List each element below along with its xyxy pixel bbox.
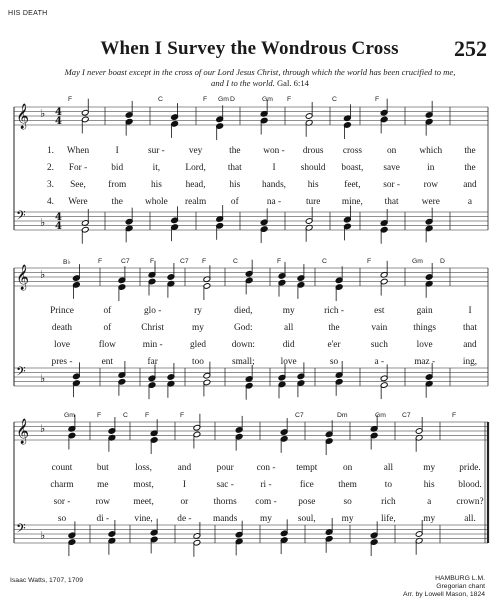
lyric-syllable: I [182, 480, 186, 490]
lyric-syllable: me [97, 480, 109, 490]
lyric-syllable: sur - [147, 146, 165, 156]
lyric-syllable: crown? [456, 497, 484, 507]
tune-name: HAMBURG L.M. [435, 575, 485, 582]
lyric-syllable: charm [50, 480, 74, 490]
lyric-syllable: that [227, 163, 242, 173]
epigraph-reference: Gal. 6:14 [276, 78, 309, 88]
lyric-syllable: pres - [51, 357, 73, 367]
lyric-syllable: the [328, 323, 340, 333]
hymn-number: 252 [454, 36, 487, 61]
treble-staff [14, 103, 488, 129]
lyric-syllable: For - [68, 163, 88, 173]
lyric-syllable: ri - [260, 480, 272, 490]
lyric-syllable: his [307, 180, 319, 190]
treble-clef-icon: 𝄞 [16, 265, 30, 290]
lyric-syllable: glo - [144, 306, 162, 316]
bass-clef-icon: 𝄢 [16, 521, 26, 539]
lyric-syllable: pride. [459, 463, 481, 473]
chord-symbol: F [375, 96, 380, 103]
treble-clef-icon: 𝄞 [16, 104, 30, 129]
section-label: HIS DEATH [8, 10, 48, 17]
lyric-syllable: di - [96, 514, 110, 524]
chord-symbol: F [203, 96, 208, 103]
chord-symbol: Gm [412, 258, 423, 265]
lyric-syllable: gain [416, 306, 433, 316]
treble-clef-icon: 𝄞 [16, 419, 30, 444]
flat-key-signature-icon: ♭ [40, 107, 46, 120]
lyric-syllable: row [423, 180, 439, 190]
lyric-syllable: his [150, 180, 162, 190]
flat-key-signature-icon: ♭ [40, 268, 46, 281]
lyric-syllable: or [180, 497, 189, 507]
lyric-syllable: sac - [216, 480, 234, 490]
lyric-syllable: mands [213, 514, 238, 524]
lyric-syllable: but [96, 463, 109, 473]
lyric-syllable: See, [70, 180, 86, 190]
lyric-syllable: love [280, 357, 297, 367]
lyric-syllable: the [464, 163, 476, 173]
flat-key-signature-icon: ♭ [40, 422, 46, 435]
chord-symbol: F [287, 96, 292, 103]
lyric-syllable: from [108, 180, 127, 190]
lyric-syllable: won - [263, 146, 285, 156]
lyric-syllable: vain [371, 323, 388, 333]
lyric-syllable: When [66, 146, 90, 156]
verse-number: 4. [47, 197, 54, 207]
lyric-syllable: on [342, 463, 353, 473]
chord-symbol: F [277, 258, 282, 265]
lyric-syllable: I [468, 306, 472, 316]
lyric-syllable: count [51, 463, 73, 473]
lyric-syllable: of [103, 306, 112, 316]
lyric-syllable: all [284, 323, 294, 333]
lyric-syllable: sor - [383, 180, 400, 190]
epigraph-text: May I never boast except in the cross of our Lord Jesus Christ, through which the world has been crucified to me, and I to the world. [64, 67, 456, 88]
lyric-syllable: vine, [134, 514, 153, 524]
lyric-syllable: death [51, 323, 73, 333]
chord-symbol: D [230, 96, 235, 103]
lyric-syllable: which [419, 146, 443, 156]
lyric-syllable: down: [231, 340, 255, 350]
chord-symbol: C [158, 96, 163, 103]
lyric-syllable: cross [342, 146, 362, 156]
lyric-syllable: such [370, 340, 388, 350]
lyric-syllable: ent [101, 357, 114, 367]
lyric-syllable: ing, [462, 357, 478, 367]
lyric-syllable: de - [177, 514, 192, 524]
lyric-syllable: Prince [50, 306, 74, 316]
system-3 [14, 414, 488, 557]
lyric-syllable: the [229, 146, 241, 156]
chord-symbol: F [68, 96, 73, 103]
lyric-syllable: things [413, 323, 437, 333]
lyric-syllable: and [463, 180, 477, 190]
lyric-syllable: his [229, 180, 241, 190]
lyric-syllable: and [177, 463, 192, 473]
lyric-syllable: drous [302, 146, 324, 156]
lyric-syllable: loss, [135, 463, 152, 473]
lyric-syllable: on [386, 146, 397, 156]
lyric-syllable: of [230, 197, 239, 207]
verse-number: 2. [47, 163, 54, 173]
chord-symbol: Gm [64, 412, 75, 419]
lyric-syllable: I [272, 163, 276, 173]
chord-symbol: F [180, 412, 185, 419]
lyric-syllable: feet, [344, 180, 361, 190]
lyric-syllable: soul, [297, 514, 316, 524]
lyric-syllable: mine, [341, 197, 363, 207]
lyric-syllable: my [192, 323, 204, 333]
lyric-syllable: head, [185, 180, 206, 190]
lyric-syllable: realm [185, 197, 207, 207]
lyric-syllable: est [374, 306, 385, 316]
bass-staff [14, 364, 488, 386]
lyric-syllable: a - [374, 357, 385, 367]
tune-source: Gregorian chant [436, 583, 485, 590]
lyric-syllable: far [147, 357, 158, 367]
lyric-syllable: e'er [327, 340, 341, 350]
chord-symbol: F [202, 258, 207, 265]
time-signature: 4 [55, 116, 62, 127]
lyric-syllable: did [282, 340, 295, 350]
lyric-syllable: my [341, 514, 354, 524]
lyric-syllable: whole [145, 197, 168, 207]
lyric-syllable: flow [98, 340, 116, 350]
chord-symbol: F [145, 412, 150, 419]
lyric-syllable: a [427, 497, 432, 507]
lyric-syllable: were [421, 197, 440, 207]
lyric-syllable: that [463, 323, 477, 333]
lyric-syllable: Were [68, 197, 88, 207]
lyric-syllable: rich - [324, 306, 344, 316]
lyric-syllable: meet, [133, 497, 154, 507]
lyric-syllable: life, [381, 514, 396, 524]
lyric-syllable: com - [255, 497, 277, 507]
time-signature: 4 [55, 221, 62, 232]
chord-symbol: Dm [337, 412, 348, 419]
lyric-syllable: Christ [141, 323, 165, 333]
lyric-syllable: died, [234, 306, 253, 316]
lyric-syllable: rich [381, 497, 396, 507]
chord-symbol: F [98, 258, 103, 265]
lyric-syllable: ture [305, 197, 321, 207]
lyric-syllable: his [423, 480, 435, 490]
chord-symbol: B♭ [63, 259, 71, 266]
lyric-syllable: love [53, 340, 71, 350]
chord-symbol: Gm [218, 96, 229, 103]
bass-clef-icon: 𝄢 [16, 208, 26, 226]
lyric-syllable: the [464, 146, 476, 156]
lyric-syllable: I [115, 146, 119, 156]
lyric-syllable: love [416, 340, 433, 350]
lyric-syllable: all [383, 463, 394, 473]
chord-symbol: F [452, 412, 457, 419]
lyric-syllable: bid [111, 163, 124, 173]
lyric-syllable: my [260, 514, 272, 524]
lyric-syllable: tempt [296, 463, 318, 473]
hymn-title: When I Survey the Wondrous Cross [100, 38, 399, 59]
flat-key-signature-icon: ♭ [40, 529, 46, 542]
lyric-syllable: hands, [261, 180, 287, 190]
treble-staff [14, 264, 488, 290]
lyric-syllable: small; [231, 357, 255, 367]
lyric-syllable: my [282, 306, 295, 316]
flat-key-signature-icon: ♭ [40, 216, 46, 229]
lyric-syllable: ry [194, 306, 202, 316]
lyric-syllable: them [338, 480, 357, 490]
chord-symbol: C7 [402, 412, 411, 419]
lyric-syllable: the [111, 197, 123, 207]
lyric-syllable: boast, [341, 163, 364, 173]
lyric-syllable: row [95, 497, 111, 507]
lyric-syllable: my [423, 514, 436, 524]
lyric-syllable: most, [133, 480, 154, 490]
text-author: Isaac Watts, 1707, 1709 [10, 577, 84, 584]
verse-number: 3. [47, 180, 54, 190]
flat-key-signature-icon: ♭ [40, 372, 46, 385]
lyric-syllable: a [467, 197, 473, 207]
lyric-syllable: fice [299, 480, 314, 490]
lyric-syllable: sor - [53, 497, 71, 507]
lyric-syllable: Lord, [185, 163, 206, 173]
lyric-syllable: all. [464, 514, 476, 524]
chord-symbol: C7 [121, 258, 130, 265]
lyric-syllable: pose [298, 497, 316, 507]
arranger: Arr. by Lowell Mason, 1824 [403, 591, 485, 598]
chord-symbol: D [440, 258, 445, 265]
chord-symbol: F [150, 258, 155, 265]
lyric-syllable: vey [188, 146, 203, 156]
time-signature: 4 [55, 107, 62, 118]
lyric-syllable: con - [256, 463, 276, 473]
chord-symbol: F [367, 258, 372, 265]
lyric-syllable: pour [216, 463, 234, 473]
chord-symbol: C [332, 96, 337, 103]
chord-symbol: C [233, 258, 238, 265]
lyric-syllable: and [463, 340, 477, 350]
lyric-syllable: maz - [414, 357, 436, 367]
lyric-syllable: gled [189, 340, 207, 350]
lyric-syllable: to [384, 480, 393, 490]
chord-symbol: C7 [180, 258, 189, 265]
bass-clef-icon: 𝄢 [16, 364, 26, 382]
lyric-syllable: too [192, 357, 204, 367]
lyric-syllable: save [383, 163, 400, 173]
lyric-syllable: so [57, 514, 67, 524]
chord-symbol: Gm [262, 96, 273, 103]
lyric-syllable: should [300, 163, 326, 173]
chord-symbol: C [322, 258, 327, 265]
chord-symbol: C [123, 412, 128, 419]
lyric-syllable: thorns [213, 497, 237, 507]
lyric-syllable: of [103, 323, 112, 333]
time-signature: 4 [55, 212, 62, 223]
chord-symbol: Gm [375, 412, 386, 419]
verse-number: 1. [47, 146, 54, 156]
chord-symbol: F [97, 412, 102, 419]
tune-info [403, 575, 485, 599]
lyric-syllable: God: [234, 323, 253, 333]
lyric-syllable: my [423, 463, 436, 473]
lyric-syllable: that [384, 197, 399, 207]
lyric-syllable: na - [266, 197, 282, 207]
lyric-syllable: it, [152, 163, 161, 173]
lyric-syllable: blood. [458, 480, 482, 490]
chord-symbol: C7 [295, 412, 304, 419]
lyric-syllable: so [343, 497, 352, 507]
lyric-syllable: min - [142, 340, 163, 350]
lyric-syllable: so [329, 357, 339, 367]
lyric-syllable: in [427, 163, 435, 173]
